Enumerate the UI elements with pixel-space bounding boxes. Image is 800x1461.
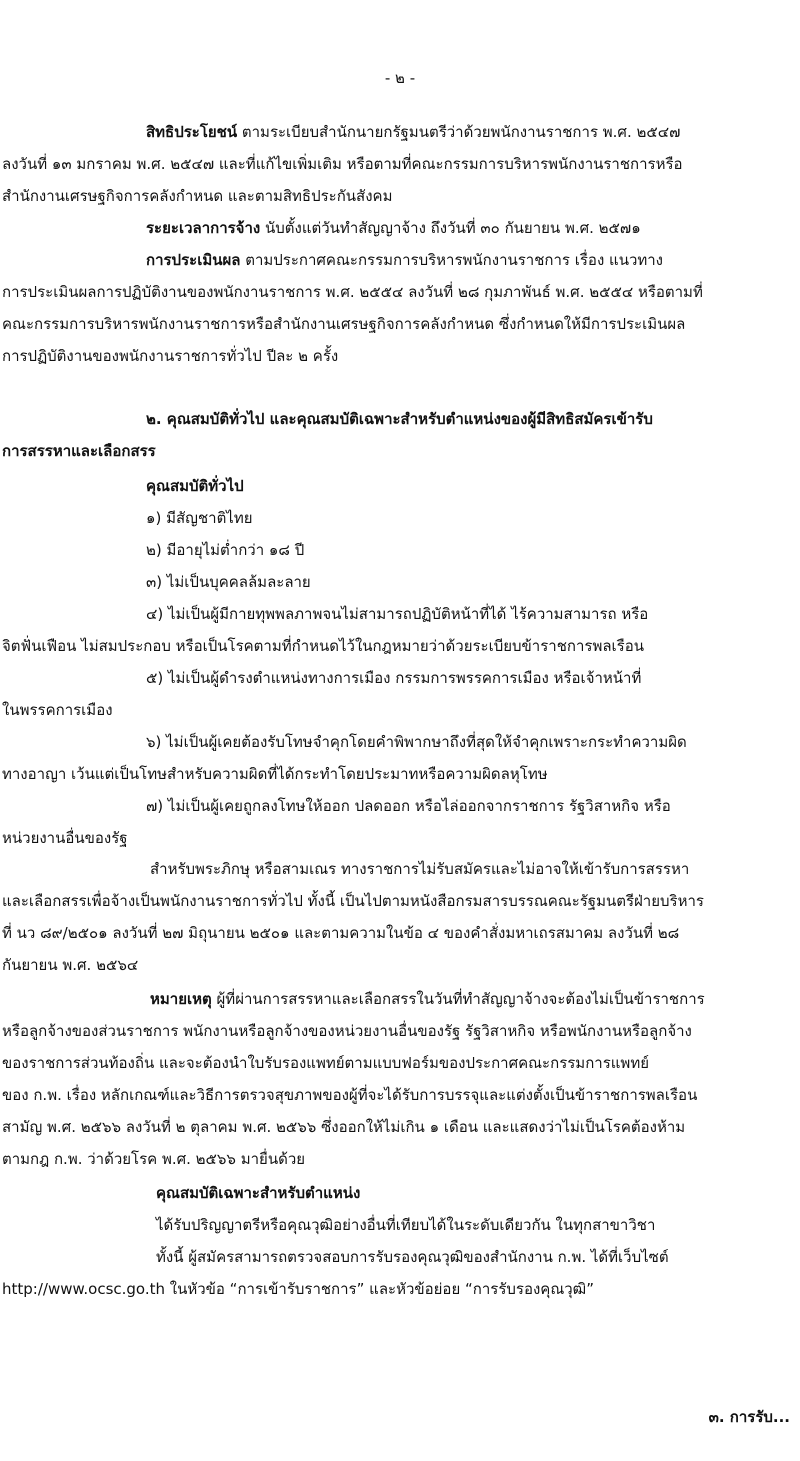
evaluation-line: คณะกรรมการบริหารพนักงานราชการหรือสำนักงานเศรษฐกิจการคลังกำหนด ซึ่งกำหนดให้มีการประเมินผล [2,315,686,333]
general-qualifications-title: คุณสมบัติทั่วไป [146,477,244,495]
benefits-paragraph [2,116,796,372]
qualification-item: ๑) มีสัญชาติไทย [146,509,253,527]
section-2-heading [2,403,796,467]
continuation-marker: ๓. การรับ... [708,1408,790,1426]
benefits-line: ลงวันที่ ๑๓ มกราคม พ.ศ. ๒๕๔๗ และที่แก้ไขเพิ่มเติม หรือตามที่คณะกรรมการบริหารพนักงานราชการหรือ [2,155,683,173]
qualification-item: ๓) ไม่เป็นบุคคลล้มละลาย [146,573,311,591]
qualification-item-cont: ในพรรคการเมือง [2,701,113,719]
qualification-item-cont: จิตฟั่นเฟือน ไม่สมประกอบ หรือเป็นโรคตามที่กำหนดไว้ในกฎหมายว่าด้วยระเบียบข้าราชการพลเรือน [2,637,644,655]
monk-line: กันยายน พ.ศ. ๒๕๖๔ [2,956,139,974]
section-heading-line: การสรรหาและเลือกสรร [2,442,156,460]
monk-line: และเลือกสรรเพื่อจ้างเป็นพนักงานราชการทั่วไป ทั้งนี้ เป็นไปตามหนังสือกรมสารบรรณคณะรัฐมนตรีฝ่ายบริหาร [2,892,704,910]
qualification-item: ๒) มีอายุไม่ต่ำกว่า ๑๘ ปี [146,541,305,559]
qualification-item: ๕) ไม่เป็นผู้ดำรงตำแหน่งทางการเมือง กรรมการพรรคการเมือง หรือเจ้าหน้าที่ [146,669,642,687]
monk-line: สำหรับพระภิกษุ หรือสามเณร ทางราชการไม่รับสมัครและไม่อาจให้เข้ารับการสรรหา [150,860,690,878]
page-number: - ๒ - [384,69,416,87]
qualification-item-cont: ทางอาญา เว้นแต่เป็นโทษสำหรับความผิดที่ได้กระทำโดยประมาทหรือความผิดลหุโทษ [2,765,548,783]
specific-qualifications-text: ได้รับปริญญาตรีหรือคุณวุฒิอย่างอื่นที่เทียบได้ในระดับเดียวกัน ในทุกสาขาวิชา [156,1216,656,1234]
specific-qualifications-title: คุณสมบัติเฉพาะสำหรับตำแหน่ง [156,1184,361,1202]
note-line: สามัญ พ.ศ. ๒๕๖๖ ลงวันที่ ๒ ตุลาคม พ.ศ. ๒๕๖๖ ซึ่งออกให้ไม่เกิน ๑ เดือน และแสดงว่าไม่เป็นโรคต้องห้าม [2,1118,686,1136]
note-line: ของ ก.พ. เรื่อง หลักเกณฑ์และวิธีการตรวจสุขภาพของผู้ที่จะได้รับการบรรจุและแต่งตั้งเป็นข้าราชการพลเรือน [2,1086,698,1104]
section-heading-line: ๒. คุณสมบัติทั่วไป และคุณสมบัติเฉพาะสำหรับตำแหน่งของผู้มีสิทธิสมัครเข้ารับ [146,410,653,428]
note-line: ของราชการส่วนท้องถิ่น และจะต้องนำใบรับรองแพทย์ตามแบบฟอร์มของประกาศคณะกรรมการแพทย์ [2,1054,649,1072]
note-line: ตามกฎ ก.พ. ว่าด้วยโรค พ.ศ. ๒๕๖๖ มายื่นด้วย [2,1150,306,1168]
evaluation-line: การประเมินผลการปฏิบัติงานของพนักงานราชการ พ.ศ. ๒๕๕๔ ลงวันที่ ๒๘ กุมภาพันธ์ พ.ศ. ๒๕๕๔ หรือตามที่ [2,283,703,301]
qualification-item: ๖) ไม่เป็นผู้เคยต้องรับโทษจำคุกโดยคำพิพากษาถึงที่สุดให้จำคุกเพราะกระทำความผิด [146,733,687,751]
verify-line: ทั้งนี้ ผู้สมัครสามารถตรวจสอบการรับรองคุณวุฒิของสำนักงาน ก.พ. ได้ที่เว็บไซต์ [156,1248,669,1266]
evaluation-line: ตามประกาศคณะกรรมการบริหารพนักงานราชการ เรื่อง แนวทาง [240,251,664,269]
qualification-item-cont: หน่วยงานอื่นของรัฐ [2,829,128,847]
benefits-line: ตามระเบียบสำนักนายกรัฐมนตรีว่าด้วยพนักงานราชการ พ.ศ. ๒๕๔๗ [237,123,681,141]
benefits-label: สิทธิประโยชน์ [146,123,238,141]
note-line: หรือลูกจ้างของส่วนราชการ พนักงานหรือลูกจ้างของหน่วยงานอื่นของรัฐ รัฐวิสาหกิจ หรือพนักงานหรือลูกจ้าง [2,1022,692,1040]
qualification-item: ๗) ไม่เป็นผู้เคยถูกลงโทษให้ออก ปลดออก หรือไล่ออกจากราชการ รัฐวิสาหกิจ หรือ [146,797,671,815]
note-line: ผู้ที่ผ่านการสรรหาและเลือกสรรในวันที่ทำสัญญาจ้างจะต้องไม่เป็นข้าราชการ [211,990,705,1008]
specific-qualifications [2,1177,796,1305]
benefits-line: สำนักงานเศรษฐกิจการคลังกำหนด และตามสิทธิประกันสังคม [2,187,393,205]
monk-paragraph [2,853,796,981]
period-text: นับตั้งแต่วันทำสัญญาจ้าง ถึงวันที่ ๓๐ กันยายน พ.ศ. ๒๕๗๑ [260,219,641,237]
monk-line: ที่ นว ๘๙/๒๕๐๑ ลงวันที่ ๒๗ มิถุนายน ๒๕๐๑ และตามความในข้อ ๔ ของคำสั่งมหาเถรสมาคม ลงวันที่ ๒๘ [2,924,680,942]
note-label: หมายเหตุ [150,990,212,1008]
period-label: ระยะเวลาการจ้าง [146,219,261,237]
evaluation-label: การประเมินผล [146,251,241,269]
evaluation-line: การปฏิบัติงานของพนักงานราชการทั่วไป ปีละ ๒ ครั้ง [2,347,339,365]
verify-line: http://www.ocsc.go.th ในหัวข้อ “การเข้ารับราชการ” และหัวข้อย่อย “การรับรองคุณวุฒิ” [2,1280,594,1298]
qualification-item: ๔) ไม่เป็นผู้มีกายทุพพลภาพจนไม่สามารถปฏิบัติหน้าที่ได้ ไร้ความสามารถ หรือ [146,605,649,623]
general-qualifications [2,470,796,854]
note-paragraph [2,983,796,1175]
